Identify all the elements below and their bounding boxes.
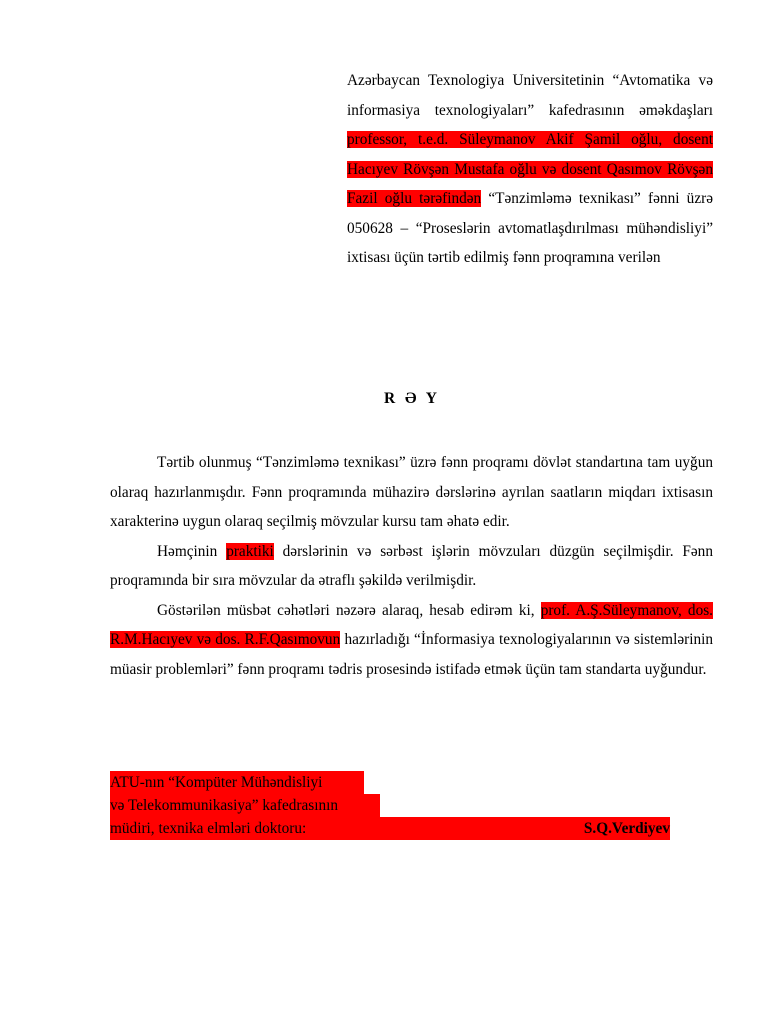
signature-line-3-row [110,817,670,840]
signature-block [110,771,670,840]
paragraph-3-highlight: prof. A.Ş.Süleymanov, dos. R.M.Hacıyev və dos. R.F.Qasımovun [110,601,713,648]
paragraph-2-start: Həmçinin [157,542,227,560]
signature-name: S.Q.Verdiyev [583,820,670,837]
paragraph-2 [110,537,713,596]
signature-line-2: və Telekommunikasiya” kafedrasının [110,794,380,817]
paragraph-3-end: hazırladığı “İnformasiya texnologiyalarının və sistemlərinin müasir problemləri” fənn proqramı tədris prosesində istifadə etmək üçün tam standarta uyğundur. [110,631,713,678]
header-text-part2: “Tənzimləmə texnikası” fənni üzrə 050628 – “Proseslərin avtomatlaşdırılması mühəndisliyi” ixtisası üçün tərtib edilmiş fənn proqramına verilən [347,190,713,266]
paragraph-3-start: Göstərilən müsbət cəhətləri nəzərə alaraq, hesab edirəm ki, [157,601,541,619]
header-text-part1: Azərbaycan Texnologiya Universitetinin “Avtomatika və informasiya texnologiyaları” kafedrasının əməkdaşları [347,72,713,119]
header-highlighted-authors: professor, t.e.d. Süleymanov Akif Şamil oğlu, dosent Hacıyev Rövşən Mustafa oğlu və dosent Qasımov Rövşən Fazil oğlu tərəfindən [347,131,713,207]
document-header [347,66,713,273]
paragraph-3 [110,596,713,685]
signature-position: müdiri, texnika elmləri doktoru: [110,820,307,837]
signature-line-2-row [110,794,670,817]
review-title: R Ə Y [383,390,440,407]
paragraph-2-end: dərslərinin və sərbəst işlərin mövzuları düzgün seçilmişdir. Fənn proqramında bir sıra mövzular da ətraflı şəkildə verilmişdir. [110,542,713,589]
paragraph-1: Tərtib olunmuş “Tənzimləmə texnikası” üzrə fənn proqramı dövlət standartına tam uyğun olaraq hazırlanmışdır. Fənn proqramında mühazirə dərslərinə ayrılan saatların miqdarı ixtisasın xarakterinə uygun olaraq seçilmiş mövzular kursu tam əhatə edir. [110,454,713,530]
signature-line-1: ATU-nın “Kompüter Mühəndisliyi [110,771,364,794]
paragraph-2-highlight: praktiki [226,542,274,560]
signature-line-1-row [110,771,670,794]
review-body [110,448,713,684]
